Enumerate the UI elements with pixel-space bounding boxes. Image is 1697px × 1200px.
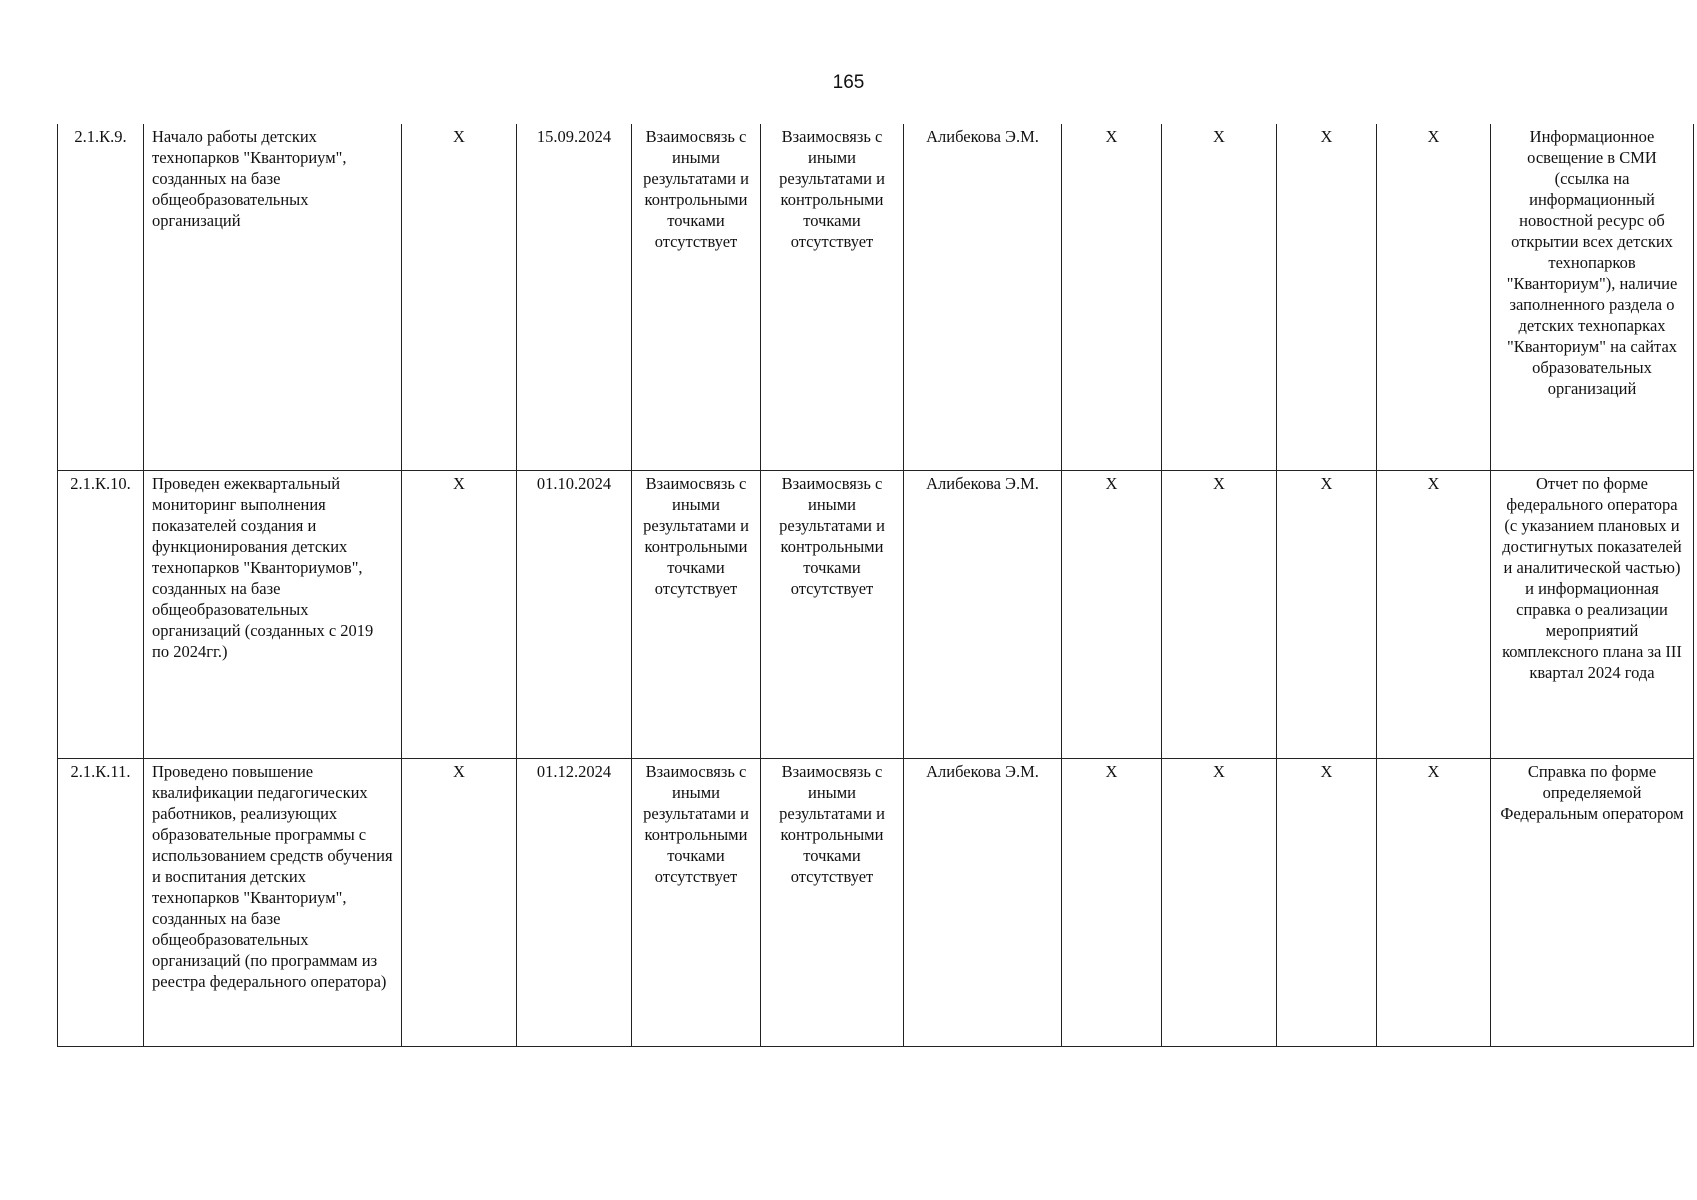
cell-x: Х: [1062, 758, 1162, 1046]
cell-next-link: Взаимосвязь с иными результатами и контрольными точками отсутствует: [761, 470, 904, 758]
cell-next-link: Взаимосвязь с иными результатами и контрольными точками отсутствует: [761, 758, 904, 1046]
table-row: [58, 470, 1694, 758]
table-row: [58, 758, 1694, 1046]
cell-document: Информационное освещение в СМИ (ссылка на информационный новостной ресурс об открытии всех детских технопарков "Кванториум"), наличие заполненного раздела о детских технопарках "Кванториум" на сайтах образовательных организаций: [1491, 124, 1694, 470]
cell-code: 2.1.К.9.: [58, 124, 144, 470]
cell-x: Х: [1162, 470, 1277, 758]
cell-x: Х: [1377, 758, 1491, 1046]
cell-name: Проведен ежеквартальный мониторинг выполнения показателей создания и функционирования детских технопарков "Кванториумов", созданных на базе общеобразовательных организаций (созданных с 2019 по 2024гг.): [144, 470, 402, 758]
cell-responsible: Алибекова Э.М.: [904, 124, 1062, 470]
cell-x: Х: [1277, 124, 1377, 470]
cell-document: Справка по форме определяемой Федеральным оператором: [1491, 758, 1694, 1046]
cell-prev-link: Взаимосвязь с иными результатами и контрольными точками отсутствует: [632, 758, 761, 1046]
cell-x: Х: [1377, 470, 1491, 758]
cell-x: Х: [1162, 124, 1277, 470]
cell-code: 2.1.К.10.: [58, 470, 144, 758]
cell-x: Х: [1277, 470, 1377, 758]
cell-code: 2.1.К.11.: [58, 758, 144, 1046]
cell-date: 01.12.2024: [517, 758, 632, 1046]
cell-responsible: Алибекова Э.М.: [904, 470, 1062, 758]
cell-x: Х: [402, 470, 517, 758]
cell-date: 01.10.2024: [517, 470, 632, 758]
cell-date: 15.09.2024: [517, 124, 632, 470]
cell-x: Х: [1062, 124, 1162, 470]
cell-prev-link: Взаимосвязь с иными результатами и контрольными точками отсутствует: [632, 470, 761, 758]
cell-document: Отчет по форме федерального оператора (с указанием плановых и достигнутых показателей и аналитической частью) и информационная справка о реализации мероприятий комплексного плана за III квартал 2024 года: [1491, 470, 1694, 758]
cell-x: Х: [1062, 470, 1162, 758]
cell-name: Начало работы детских технопарков "Кванториум", созданных на базе общеобразовательных организаций: [144, 124, 402, 470]
cell-prev-link: Взаимосвязь с иными результатами и контрольными точками отсутствует: [632, 124, 761, 470]
cell-next-link: Взаимосвязь с иными результатами и контрольными точками отсутствует: [761, 124, 904, 470]
table-row: [58, 124, 1694, 470]
cell-responsible: Алибекова Э.М.: [904, 758, 1062, 1046]
cell-x: Х: [402, 758, 517, 1046]
cell-x: Х: [1277, 758, 1377, 1046]
plan-table: [57, 124, 1694, 1047]
cell-x: Х: [1162, 758, 1277, 1046]
page-number: 165: [832, 72, 865, 93]
cell-x: Х: [1377, 124, 1491, 470]
cell-x: Х: [402, 124, 517, 470]
cell-name: Проведено повышение квалификации педагогических работников, реализующих образовательные программы с использованием средств обучения и воспитания детских технопарков "Кванториум", созданных на базе общеобразовательных организаций (по программам из реестра федерального оператора): [144, 758, 402, 1046]
